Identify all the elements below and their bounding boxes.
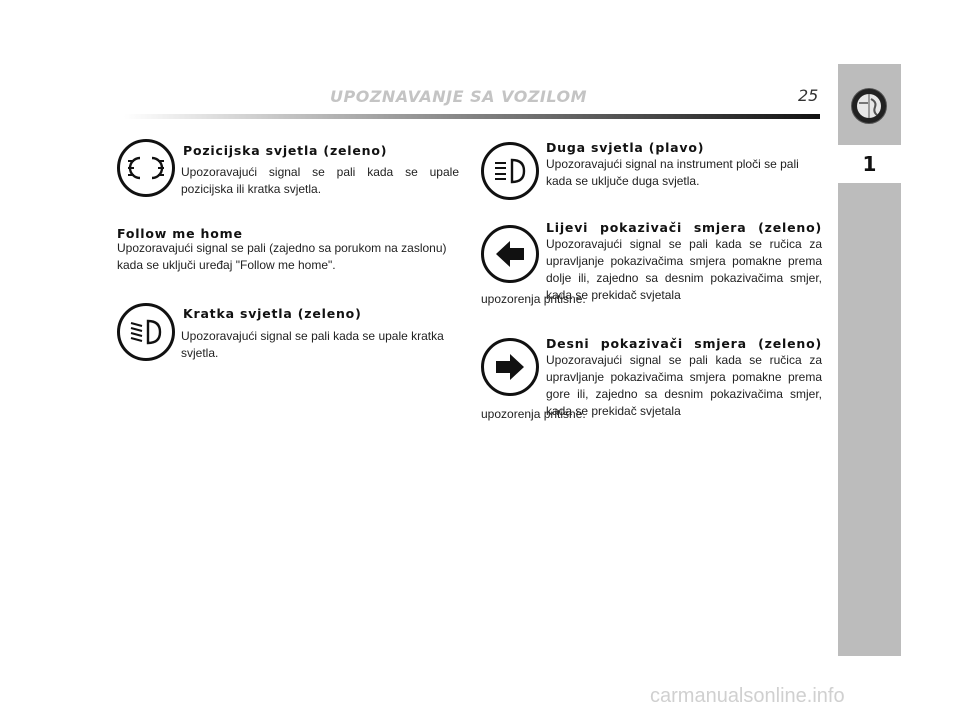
left-arrow-icon bbox=[481, 225, 539, 283]
kratka-text: Upozoravajući signal se pali kada se upale kratka svjetla. bbox=[181, 329, 444, 360]
duga-text: Upozoravajući signal na instrument ploči se pali kada se uključe duga svjetla. bbox=[546, 157, 799, 188]
chapter-number: 1 bbox=[838, 145, 901, 183]
desni-text: Upozoravajući signal se pali kada se ručica za upravljanje pokazivačima smjera pomakne prema gore ili, zajedno sa desnim pokazivačima smjer, kada se prekidač svjetala bbox=[546, 353, 822, 418]
dipped-beam-icon bbox=[117, 303, 175, 361]
header-rule bbox=[124, 114, 820, 119]
page-number: 25 bbox=[798, 86, 819, 105]
lijevi-text-tail: upozorenja pritisne. bbox=[481, 292, 586, 306]
duga-heading: Duga svjetla (plavo) bbox=[546, 140, 705, 155]
pozicijska-text: Upozoravajući signal se pali kada se upale pozicijska ili kratka svjetla. bbox=[181, 165, 459, 196]
lijevi-heading: Lijevi pokazivači smjera (zeleno) bbox=[546, 220, 822, 235]
follow-me-home-heading: Follow me home bbox=[117, 226, 243, 241]
desni-heading: Desni pokazivači smjera (zeleno) bbox=[546, 336, 822, 351]
lijevi-text: Upozoravajući signal se pali kada se ručica za upravljanje pokazivačima smjera pomakne prema dolje ili, zajedno sa desnim pokazivačima smjer, kada se prekidač svjetala bbox=[546, 237, 822, 302]
right-arrow-icon bbox=[481, 338, 539, 396]
follow-me-home-text: Upozoravajući signal se pali (zajedno sa porukom na zaslonu) kada se uključi uređaj "Follow me home". bbox=[117, 241, 447, 272]
main-beam-icon bbox=[481, 142, 539, 200]
brand-logo-icon bbox=[850, 87, 888, 125]
desni-text-tail: upozorenja pritisne. bbox=[481, 407, 586, 421]
page-header-title: UPOZNAVANJE SA VOZILOM bbox=[330, 87, 588, 106]
parking-lights-icon bbox=[117, 139, 175, 197]
watermark: carmanualsonline.info bbox=[650, 685, 845, 707]
kratka-heading: Kratka svjetla (zeleno) bbox=[183, 306, 362, 321]
pozicijska-heading: Pozicijska svjetla (zeleno) bbox=[183, 143, 388, 158]
